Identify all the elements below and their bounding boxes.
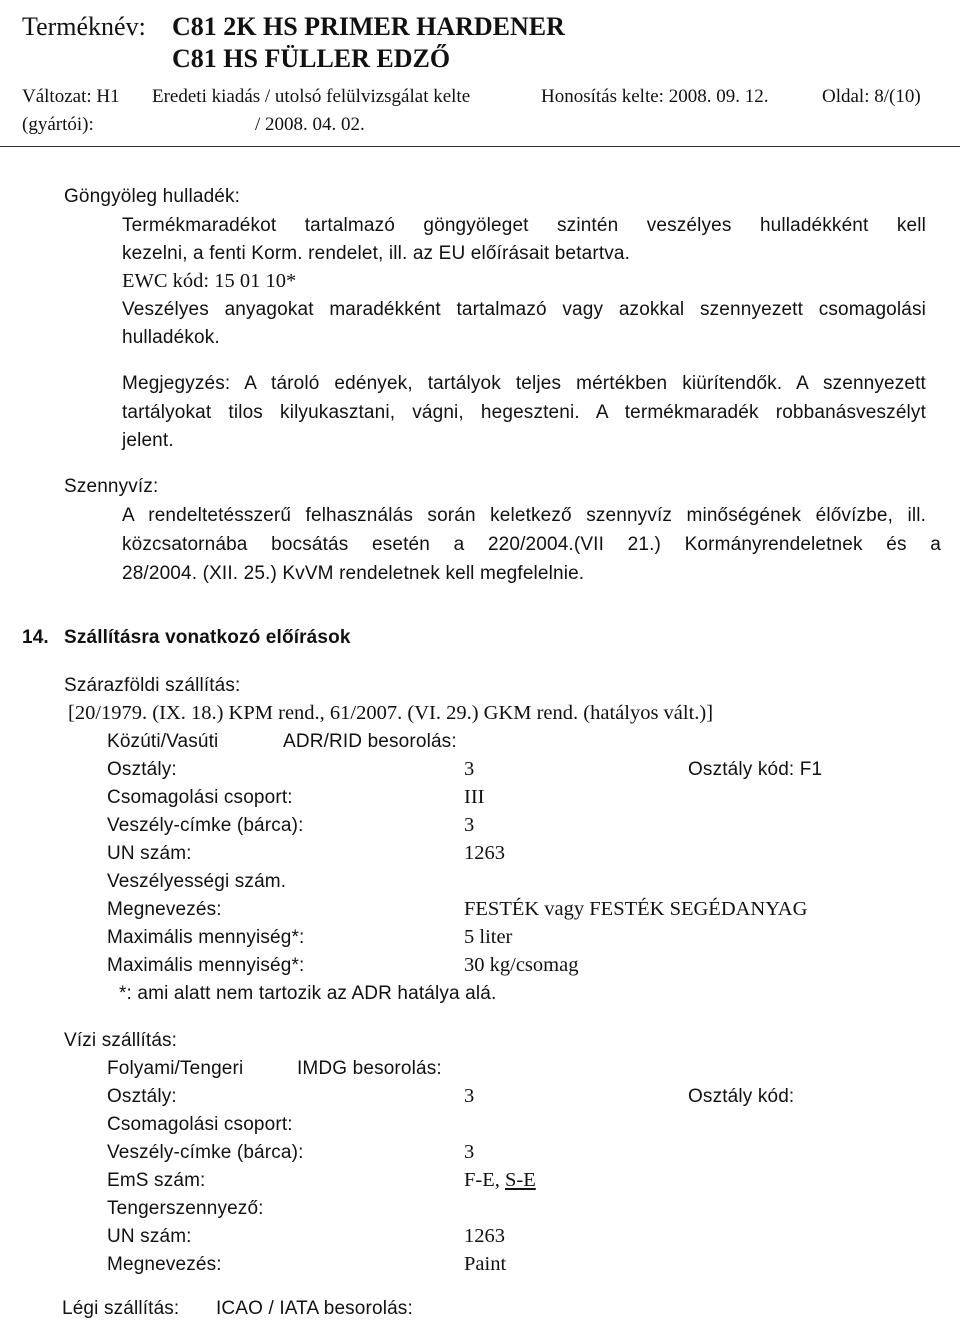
water-class-label: Osztály: bbox=[107, 1086, 177, 1107]
header-divider bbox=[0, 146, 960, 147]
land-un-value: 1263 bbox=[464, 842, 505, 864]
issue-date: / 2008. 04. 02. bbox=[255, 114, 365, 135]
product-name-2: C81 HS FÜLLER EDZŐ bbox=[172, 44, 451, 73]
land-max-qty-value-1: 5 liter bbox=[464, 926, 513, 948]
water-un-value: 1263 bbox=[464, 1225, 505, 1247]
water-name-label: Megnevezés: bbox=[107, 1254, 222, 1275]
land-max-qty-value-2: 30 kg/csomag bbox=[464, 954, 579, 976]
land-packing-group-value: III bbox=[464, 786, 485, 808]
page-number: Oldal: 8/(10) bbox=[822, 86, 921, 107]
issue-label: Eredeti kiadás / utolsó felülvizsgálat kelte bbox=[152, 86, 471, 107]
ewc-description-1: Veszélyes anyagokat maradékként tartalmazó vagy azokkal szennyezett csomagolási bbox=[122, 299, 926, 320]
note-line-2: tartályokat tilos kilyukasztani, vágni, hegeszteni. A termékmaradék robbanásveszélyt bbox=[122, 402, 926, 423]
section-number: 14. bbox=[22, 627, 49, 648]
approval-date: Honosítás kelte: 2008. 09. 12. bbox=[541, 86, 769, 107]
product-label: Terméknév: bbox=[22, 12, 146, 41]
land-class-value: 3 bbox=[464, 758, 475, 780]
land-packing-group-label: Csomagolási csoport: bbox=[107, 787, 293, 808]
land-classification: ADR/RID besorolás: bbox=[283, 731, 457, 752]
product-name-1: C81 2K HS PRIMER HARDENER bbox=[172, 12, 565, 41]
land-transport-heading: Szárazföldi szállítás: bbox=[64, 675, 241, 696]
packaging-waste-line-2: kezelni, a fenti Korm. rendelet, ill. az EU előírásait betartva. bbox=[122, 243, 631, 264]
land-max-qty-label-1: Maximális mennyiség*: bbox=[107, 927, 305, 948]
wastewater-line-2: közcsatornába bocsátás esetén a 220/2004.(VII 21.) Kormányrendeletnek és a bbox=[122, 534, 941, 555]
wastewater-heading: Szennyvíz: bbox=[64, 476, 159, 497]
note-line-3: jelent. bbox=[122, 430, 174, 451]
land-mode: Közúti/Vasúti bbox=[107, 731, 219, 752]
packaging-waste-line-1: Termékmaradékot tartalmazó göngyöleget szintén veszélyes hulladékként kell bbox=[122, 215, 926, 236]
wastewater-line-3: 28/2004. (XII. 25.) KvVM rendeletnek kell megfelelnie. bbox=[122, 563, 585, 584]
water-un-label: UN szám: bbox=[107, 1226, 192, 1247]
air-transport-heading: Légi szállítás: bbox=[62, 1298, 180, 1319]
land-hazard-number-label: Veszélyességi szám. bbox=[107, 871, 287, 892]
land-footnote: *: ami alatt nem tartozik az ADR hatálya alá. bbox=[119, 983, 497, 1004]
water-ems-label: EmS szám: bbox=[107, 1170, 206, 1191]
land-class-label: Osztály: bbox=[107, 759, 177, 780]
water-hazard-label-value: 3 bbox=[464, 1141, 475, 1163]
land-hazard-label-value: 3 bbox=[464, 814, 475, 836]
water-transport-heading: Vízi szállítás: bbox=[64, 1030, 178, 1051]
packaging-waste-heading: Göngyöleg hulladék: bbox=[64, 186, 241, 207]
note-line-1: Megjegyzés: A tároló edények, tartályok teljes mértékben kiürítendők. A szennyezett bbox=[122, 373, 926, 394]
land-hazard-label-label: Veszély-címke (bárca): bbox=[107, 815, 304, 836]
version: Változat: H1 bbox=[22, 86, 120, 107]
water-marine-pollutant-label: Tengerszennyező: bbox=[107, 1198, 264, 1219]
land-name-label: Megnevezés: bbox=[107, 899, 222, 920]
water-mode: Folyami/Tengeri bbox=[107, 1058, 244, 1079]
land-regulation: [20/1979. (IX. 18.) KPM rend., 61/2007. (VI. 29.) GKM rend. (hatályos vált.)] bbox=[68, 702, 714, 724]
water-hazard-label-label: Veszély-címke (bárca): bbox=[107, 1142, 304, 1163]
ewc-description-2: hulladékok. bbox=[122, 327, 220, 348]
water-class-code: Osztály kód: bbox=[688, 1086, 795, 1107]
land-max-qty-label-2: Maximális mennyiség*: bbox=[107, 955, 305, 976]
air-classification: ICAO / IATA besorolás: bbox=[216, 1298, 413, 1319]
land-name-value: FESTÉK vagy FESTÉK SEGÉDANYAG bbox=[464, 898, 808, 920]
water-name-value: Paint bbox=[464, 1253, 507, 1275]
land-class-code: Osztály kód: F1 bbox=[688, 759, 823, 780]
ems-value-fe: F-E, bbox=[464, 1169, 505, 1191]
section-title: Szállításra vonatkozó előírások bbox=[64, 627, 351, 648]
water-class-value: 3 bbox=[464, 1085, 475, 1107]
ems-value-se: S-E bbox=[505, 1169, 536, 1191]
issue-label-2: (gyártói): bbox=[22, 114, 94, 135]
water-packing-group-label: Csomagolási csoport: bbox=[107, 1114, 293, 1135]
wastewater-line-1: A rendeltetésszerű felhasználás során keletkező szennyvíz minőségének élővízbe, ill. bbox=[122, 505, 926, 526]
land-un-label: UN szám: bbox=[107, 843, 192, 864]
ewc-code: EWC kód: 15 01 10* bbox=[122, 270, 297, 292]
water-classification: IMDG besorolás: bbox=[297, 1058, 442, 1079]
water-ems-value bbox=[464, 1169, 536, 1192]
